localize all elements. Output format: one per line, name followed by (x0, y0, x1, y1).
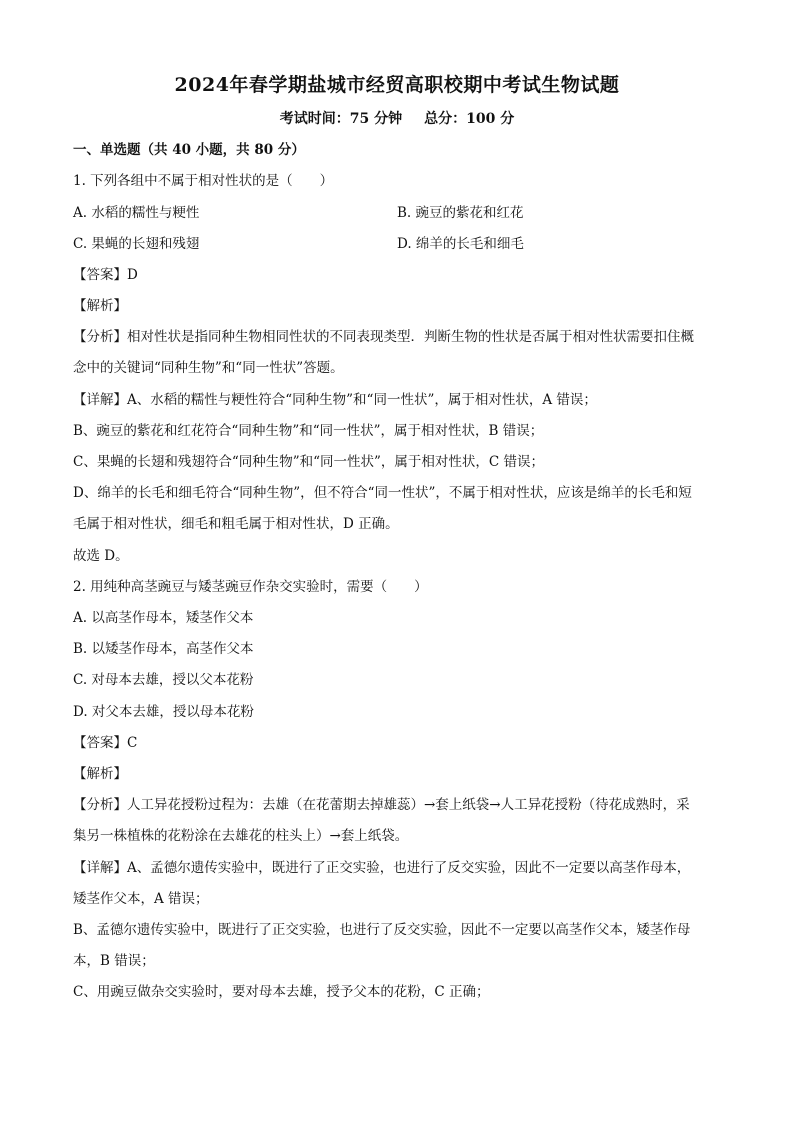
q1-detail-line-5: 毛属于相对性状，细毛和粗毛属于相对性状，D 正确。 (73, 516, 399, 532)
q1-stem: 1. 下列各组中不属于相对性状的是（ ） (73, 173, 334, 189)
q1-analysis-line-2: 念中的关键词“同种生物”和“同一性状”答题。 (73, 360, 344, 376)
exam-time: 考试时间：75 分钟 (279, 111, 403, 127)
page-title: 2024年春学期盐城市经贸高职校期中考试生物试题 (174, 74, 620, 96)
q1-option-c: C. 果蝇的长翅和残翅 (73, 236, 200, 252)
q2-option-c: C. 对母本去雄，授以父本花粉 (73, 672, 254, 688)
q1-detail-line-1: 【详解】A、水稻的糯性与粳性符合“同种生物”和“同一性状”，属于相对性状，A 错误； (73, 392, 597, 408)
q1-detail-line-2: B、豌豆的紫花和红花符合“同种生物”和“同一性状”，属于相对性状，B 错误； (73, 423, 544, 439)
q2-stem: 2. 用纯种高茎豌豆与矮茎豌豆作杂交实验时，需要（ ） (73, 579, 428, 595)
q1-detail-line-3: C、果蝇的长翅和残翅符合“同种生物”和“同一性状”，属于相对性状，C 错误； (73, 454, 545, 470)
q1-option-b: B. 豌豆的紫花和红花 (397, 205, 524, 221)
q2-option-b: B. 以矮茎作母本，高茎作父本 (73, 641, 254, 657)
q1-analysis-line-1: 【分析】相对性状是指同种生物相同性状的不同表现类型．判断生物的性状是否属于相对性状需要扣住概 (73, 329, 694, 345)
q2-answer: 【答案】C (73, 735, 138, 751)
q2-detail-line-2: 矮茎作父本，A 错误； (73, 891, 209, 907)
q1-option-a: A. 水稻的糯性与粳性 (73, 205, 200, 221)
q1-option-d: D. 绵羊的长毛和细毛 (397, 236, 524, 252)
q1-detail-line-4: D、绵羊的长毛和细毛符合“同种生物”，但不符合“同一性状”，不属于相对性状，应该是绵羊的长毛和短 (73, 485, 692, 501)
q2-detail-line-4: 本，B 错误； (73, 953, 155, 969)
q1-answer: 【答案】D (73, 267, 138, 283)
q2-option-a: A. 以高茎作母本，矮茎作父本 (73, 610, 254, 626)
q1-conclusion: 故选 D。 (73, 548, 129, 564)
q2-analysis-line-2: 集另一株植株的花粉涂在去雄花的柱头上）→套上纸袋。 (73, 828, 409, 844)
section-heading: 一、单选题（共 40 小题，共 80 分） (73, 142, 305, 158)
q2-option-d: D. 对父本去雄，授以母本花粉 (73, 704, 254, 720)
q2-detail-line-1: 【详解】A、孟德尔遗传实验中，既进行了正交实验，也进行了反交实验，因此不一定要以高茎作母本， (73, 860, 691, 876)
q2-detail-line-5: C、用豌豆做杂交实验时，要对母本去雄，授予父本的花粉，C 正确； (73, 984, 490, 1000)
exam-info (0, 108, 794, 128)
q1-analysis-heading: 【解析】 (73, 298, 127, 314)
q2-analysis-line-1: 【分析】人工异花授粉过程为：去雄（在花蕾期去掉雄蕊）→套上纸袋→人工异花授粉（待花成熟时，采 (73, 797, 690, 813)
q2-detail-line-3: B、孟德尔遗传实验中，既进行了正交实验，也进行了反交实验，因此不一定要以高茎作父本，矮茎作母 (73, 922, 691, 938)
exam-total-score: 总分：100 分 (424, 111, 515, 127)
q2-analysis-heading: 【解析】 (73, 766, 127, 782)
